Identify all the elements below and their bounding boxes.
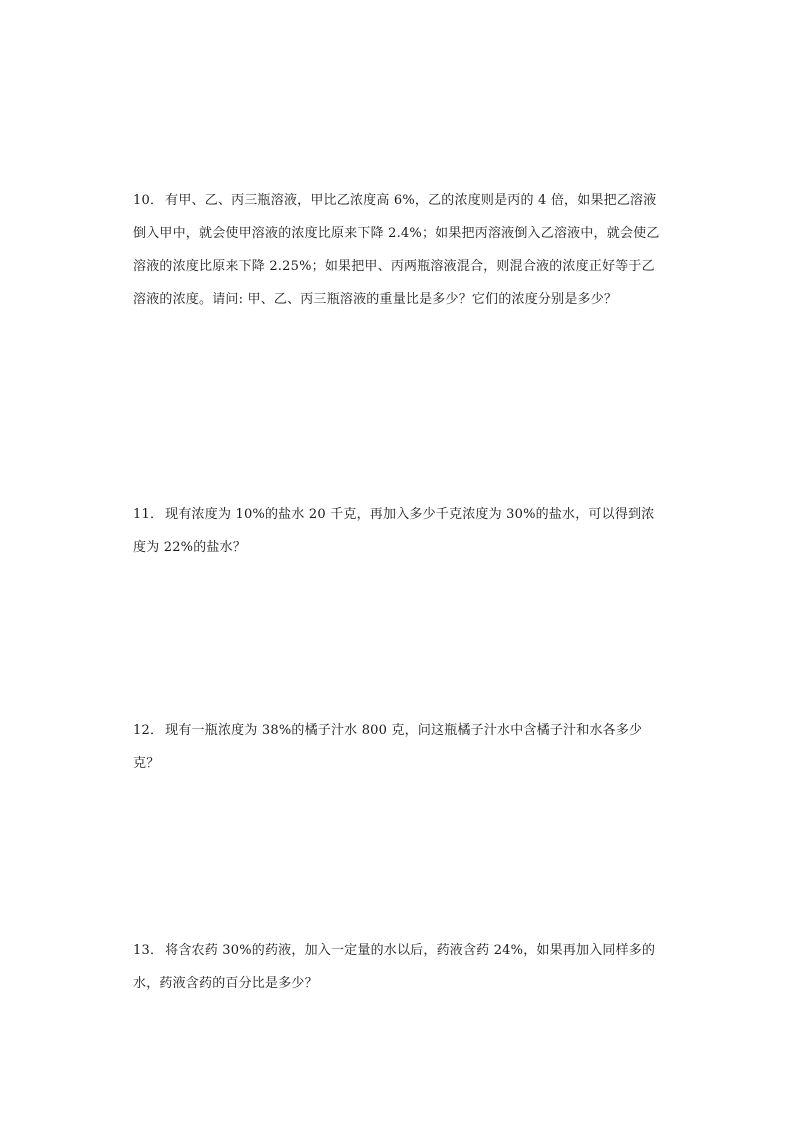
question-text: 有甲、乙、丙三瓶溶液，甲比乙浓度高 6%，乙的浓度则是丙的 4 倍，如果把乙溶液倒入甲中，就会使甲溶液的浓度比原来下降 2.4%；如果把丙溶液倒入乙溶液中，就会使乙溶液的浓度比原来下降 2.25%；如果把甲、丙两瓶溶液混合，则混合液的浓度正好等于乙溶液的浓度。请问: 甲、乙、丙三瓶溶液的重量比是多少？它们的浓度分别是多少？ bbox=[133, 193, 660, 307]
question-12 bbox=[133, 714, 663, 780]
question-text: 现有一瓶浓度为 38%的橘子汁水 800 克，问这瓶橘子汁水中含橘子汁和水各多少克？ bbox=[133, 723, 643, 771]
question-13 bbox=[133, 934, 663, 1000]
question-number: 10． bbox=[133, 193, 164, 208]
question-text: 现有浓度为 10%的盐水 20 千克，再加入多少千克浓度为 30%的盐水，可以得到浓度为 22%的盐水？ bbox=[133, 507, 655, 555]
question-10 bbox=[133, 184, 663, 316]
question-number: 13． bbox=[133, 943, 164, 958]
question-text: 将含农药 30%的药液，加入一定量的水以后，药液含药 24%，如果再加入同样多的水，药液含药的百分比是多少？ bbox=[133, 943, 656, 991]
question-number: 11． bbox=[133, 507, 164, 522]
question-11 bbox=[133, 498, 663, 564]
question-number: 12． bbox=[133, 723, 164, 738]
